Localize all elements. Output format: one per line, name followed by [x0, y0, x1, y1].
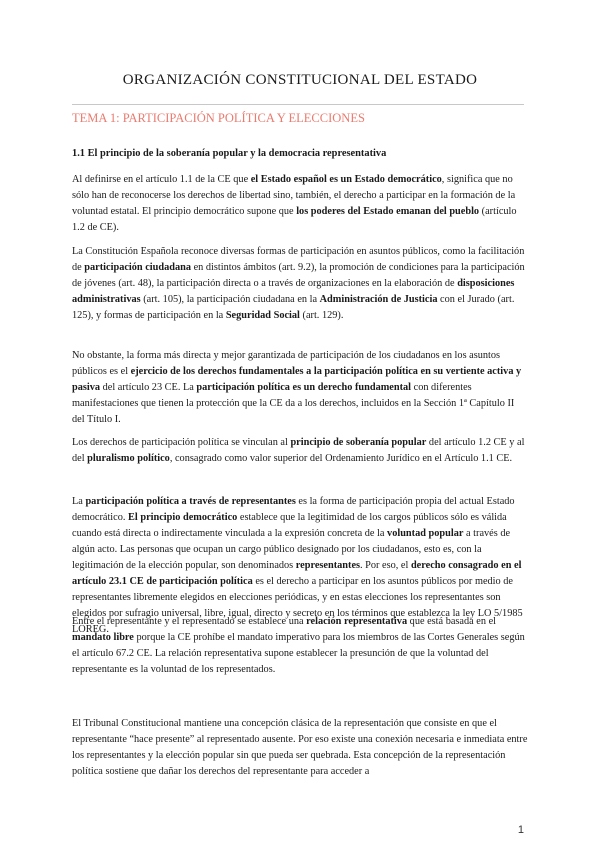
text: , significa que no sólo han de reconocerse los derechos de libertad sino, también, el derecho a participar en la formación de la voluntad estatal. El principio democrático supone que: [72, 174, 516, 217]
bold-text: participación política a través de representantes: [85, 496, 296, 507]
text: con diferentes manifestaciones que tienen la protección que la CE da a los derechos, incluidos en la Sección 1ª Capítulo II del Título I.: [72, 382, 515, 425]
bold-text: los poderes del Estado emanan del pueblo: [296, 206, 480, 217]
text: (art. 129).: [299, 310, 344, 321]
document-title: ORGANIZACIÓN CONSTITUCIONAL DEL ESTADO: [122, 72, 478, 88]
bold-text: voluntad popular: [387, 528, 464, 539]
paragraph-1: [72, 172, 528, 236]
text: No obstante, la forma más directa y mejor garantizada de participación de los ciudadanos en los asuntos públicos es el: [72, 350, 501, 377]
bold-text: disposiciones administrativas: [72, 278, 515, 305]
paragraph-3: [72, 348, 528, 428]
bold-text: derecho consagrado en el artículo 23.1 CE de participación política: [72, 560, 522, 587]
paragraph-2: [72, 244, 528, 324]
bold-text: Administración de Justicia: [319, 294, 438, 305]
bold-text: participación política es un derecho fundamental: [196, 382, 412, 393]
text: (artículo 1.2 de CE).: [72, 206, 517, 233]
text: El Tribunal Constitucional mantiene una concepción clásica de la representación que consiste en que el representante “hace presente” al representado ausente. Por eso existe una conexión necesaria e inmediata entre los representantes y la elección popular sin que pueda ser quebrada. Esta concepción de la representación política sostiene que dañar los derechos del representante para acceder a: [72, 718, 528, 777]
bold-text: representantes: [295, 560, 361, 571]
bold-text: principio de soberanía popular: [290, 437, 427, 448]
text: Los derechos de participación política se vinculan al: [72, 437, 291, 448]
paragraph-6: [72, 614, 528, 678]
bold-text: pluralismo político: [87, 453, 170, 464]
bold-text: relación representativa: [306, 616, 408, 627]
text: (art. 105), la participación ciudadana en la: [140, 294, 320, 305]
text: del artículo 23 CE. La: [100, 382, 197, 393]
text: con el Jurado (art. 125), y formas de participación en la: [72, 294, 515, 321]
text: es el derecho a participar en los asuntos públicos por medio de representantes libremente elegidos en elecciones periódicas, y en estas elecciones los representantes son elegidos por sufragio universal, libre, igual, directo y secreto en los términos que establezca la ley LO 5/1985 LOREG.: [72, 576, 523, 635]
bold-text: El principio democrático: [128, 512, 238, 523]
text: a través de algún acto. Las personas que ocupan un cargo público designado por los ciudadanos, esto es, con la legitimación de la elección popular, son denominados: [72, 528, 511, 571]
text: La Constitución Española reconoce diversas formas de participación en asuntos públicos, como la facilitación de: [72, 246, 525, 273]
chapter-heading: TEMA 1: PARTICIPACIÓN POLÍTICA Y ELECCIONES: [72, 111, 365, 125]
text: . Por eso, el: [360, 560, 411, 571]
bold-text: Seguridad Social: [225, 310, 300, 321]
text: del artículo 1.2 CE y al del: [72, 437, 525, 464]
bold-text: participación ciudadana: [84, 262, 192, 273]
bold-text: ejercicio de los derechos fundamentales a la participación política en su vertiente activa y pasiva: [72, 366, 522, 393]
text: , consagrado como valor superior del Ordenamiento Jurídico en el Artículo 1.1 CE.: [169, 453, 513, 464]
text: es la forma de participación propia del actual Estado democrático.: [72, 496, 515, 523]
title-divider: [72, 104, 524, 105]
page-number: 1: [517, 824, 524, 836]
text: La: [72, 496, 86, 507]
paragraph-4: [72, 435, 528, 467]
paragraph-7: [72, 716, 528, 780]
text: porque la CE prohíbe el mandato imperativo para los miembros de las Cortes Generales según el artículo 67.2 CE. La relación representativa supone establecer la presunción de que la voluntad del representante es la voluntad de los representados.: [72, 632, 525, 675]
text: Al definirse en el artículo 1.1 de la CE que: [72, 174, 251, 185]
text: que está basada en el: [407, 616, 497, 627]
bold-text: el Estado español es un Estado democrático: [250, 174, 442, 185]
text: en distintos ámbitos (art. 9.2), la promoción de condiciones para la participación de jóvenes (art. 48), la participación directa o a través de organizaciones en la elaboración de: [72, 262, 525, 289]
text: Entre el representante y el representado se establece una: [72, 616, 307, 627]
text: establece que la legitimidad de los cargos públicos sólo es válida cuando está directa o indirectamente vinculada a la expresión concreta de la: [72, 512, 507, 539]
bold-text: mandato libre: [72, 632, 134, 643]
section-heading: 1.1 El principio de la soberanía popular y la democracia representativa: [72, 148, 387, 159]
